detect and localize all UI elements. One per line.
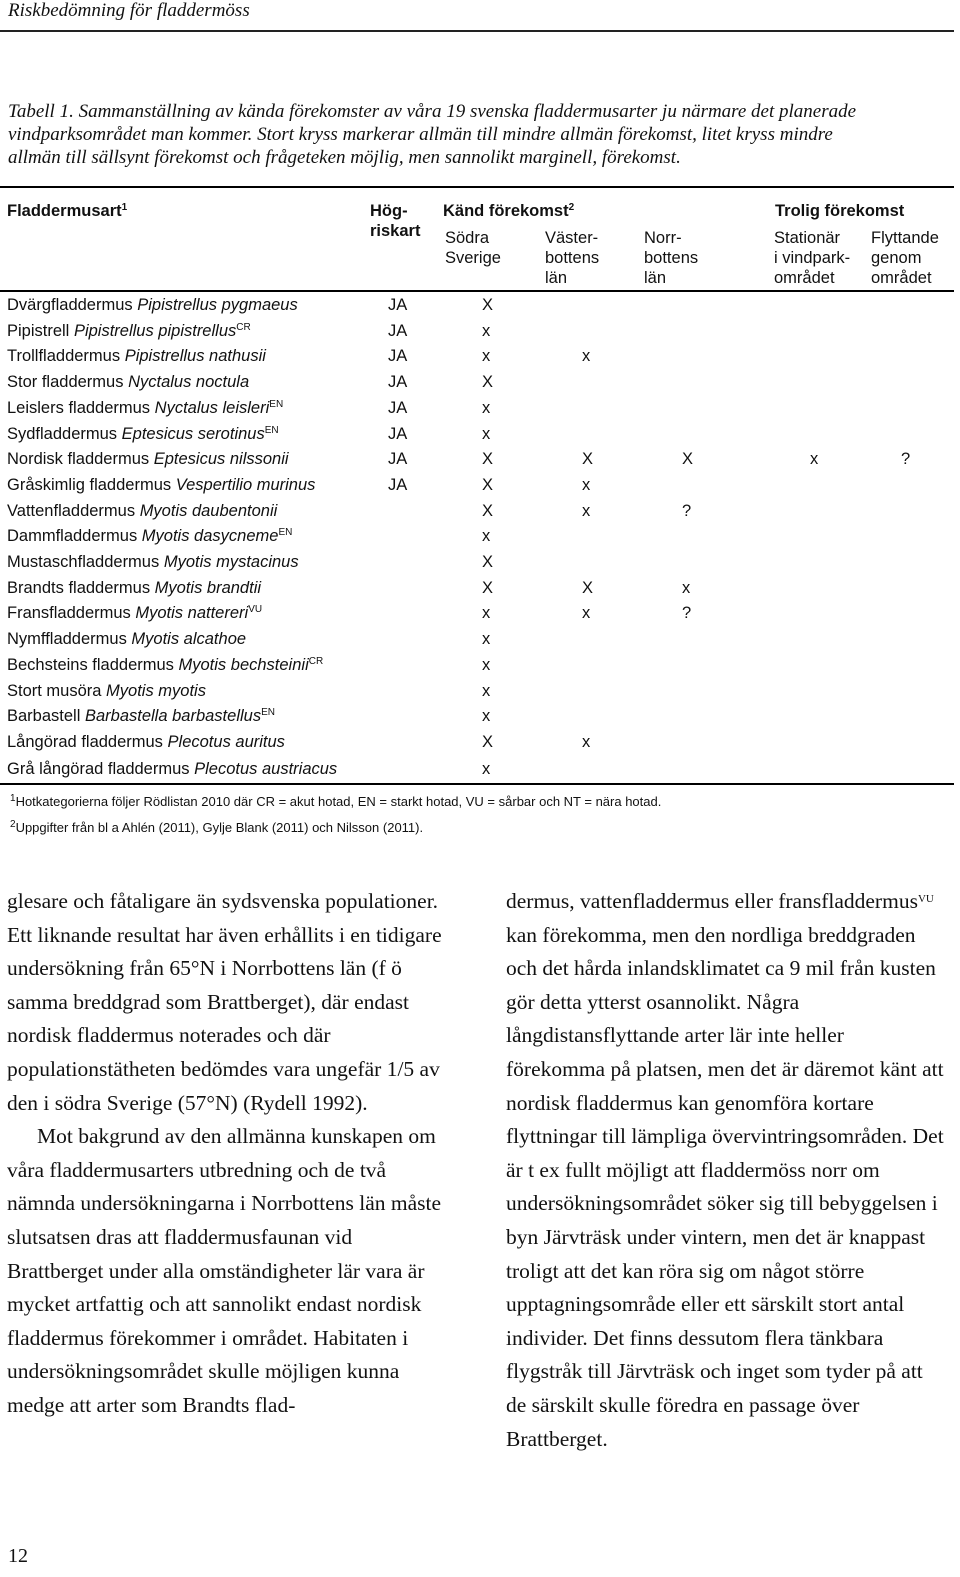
cell-hogriskart: JA	[388, 424, 408, 443]
species-name: Vattenfladdermus Myotis daubentonii	[7, 501, 278, 520]
species-name: Barbastell Barbastella barbastellus$^{EN}$	[7, 707, 275, 726]
species-name: Pipistrell Pipistrellus pipistrellus$^{CR}$	[7, 321, 251, 340]
header-sodra-sverige: Södra Sverige	[445, 229, 501, 267]
header-probable-occurrence: Trolig förekomst	[775, 202, 905, 220]
species-name: Stort musöra Myotis myotis	[7, 681, 206, 700]
header-flyttande: Flyttande genom området	[871, 229, 939, 287]
cell-hogriskart: JA	[388, 475, 408, 494]
caption-line: Tabell 1. Sammanställning av kända förekomster av våra 19 svenska fladdermusarter ju närmare det planerade	[8, 101, 857, 122]
header-species: Fladdermusart$^1$	[7, 202, 128, 220]
cell-hogriskart: JA	[388, 398, 408, 417]
table-row	[0, 551, 954, 577]
cell-sodra: x	[482, 681, 491, 700]
cell-norrbotten: ?	[682, 501, 692, 520]
table-row	[0, 705, 954, 731]
table-top-rule	[0, 186, 954, 188]
cell-norrbotten: ?	[682, 604, 692, 623]
table-row	[0, 628, 954, 654]
table-row	[0, 654, 954, 680]
table-bottom-rule	[0, 783, 954, 785]
table-row	[0, 474, 954, 500]
cell-sodra: X	[482, 501, 494, 520]
table-row	[0, 500, 954, 526]
cell-vasterbotten: X	[582, 450, 594, 469]
cell-hogriskart: JA	[388, 321, 408, 340]
cell-vasterbotten: X	[582, 578, 594, 597]
table-row	[0, 320, 954, 346]
species-name: Fransfladdermus Myotis nattereri$^{VU}$	[7, 604, 263, 623]
cell-sodra: x	[482, 707, 491, 726]
cell-sodra: x	[482, 424, 491, 443]
cell-flyttande: ?	[901, 450, 911, 469]
table-row	[0, 371, 954, 397]
cell-vasterbotten: x	[582, 501, 591, 520]
cell-sodra: x	[482, 527, 491, 546]
cell-sodra: x	[482, 759, 491, 778]
cell-sodra: X	[482, 553, 494, 571]
caption-line: allmän till sällsynt förekomst och frågeteken möjlig, men sannolikt marginell, förekomst.	[8, 147, 681, 168]
species-name: Dammfladdermus Myotis dasycneme$^{EN}$	[7, 527, 293, 546]
cell-sodra: x	[482, 604, 491, 623]
species-name: Trollfladdermus Pipistrellus nathusii	[7, 347, 266, 366]
cell-norrbotten: X	[682, 450, 694, 469]
cell-norrbotten: x	[682, 578, 691, 597]
table-row	[0, 397, 954, 423]
header-hogriskart: Hög- riskart	[370, 202, 421, 240]
paragraph: dermus, vattenfladdermus eller fransfladdermus$^{VU}$ kan förekomma, men den nordliga breddgraden och det hårda inlandsklimatet ca 9 mil från kusten gör detta ytterst osannolikt. Några långdistansflyttande arter lär inte heller förekomma på platsen, men det är däremot känt att nordisk fladdermus kan genomföra kortare flyttningar till lämpliga övervintringsområden. Det är t ex fullt möjligt att fladdermöss norr om undersökningsområdet söker sig till bebyggelsen i byn Järvträsk under vintern, men det är knappast troligt att det kan röra sig om något större upptagningsområde eller ett särskilt stort antal individer. Det finns dessutom flera tänkbara flygstråk till Järvträsk och inget som tyder på att de särskilt skulle föredra en passage över Brattberget.	[506, 889, 944, 1451]
table-row	[0, 294, 954, 320]
body-column-left	[7, 885, 447, 1423]
table-row	[0, 758, 954, 784]
cell-hogriskart: JA	[388, 296, 408, 314]
table-row	[0, 602, 954, 628]
cell-stationar: x	[810, 450, 819, 469]
table-row	[0, 525, 954, 551]
species-name: Leislers fladdermus Nyctalus leisleri$^{EN}$	[7, 398, 284, 417]
footnote-1: $^1$Hotkategorierna följer Rödlistan 2010 där CR = akut hotad, EN = starkt hotad, VU = sårbar och NT = nära hotad.	[10, 793, 662, 809]
cell-sodra: x	[482, 398, 491, 417]
paragraph: Mot bakgrund av den allmänna kunskapen om våra fladdermusarters utbredning och de två nämnda undersökningarna i Norrbottens län måste slutsatsen dras att fladdermusfaunan vid Brattberget under alla omständigheter lär vara är mycket artfattig och att sannolikt endast nordisk fladdermus förekommer i området. Habitaten i undersökningsområdet skulle möjligen kunna medge att arter som Brandts flad-	[7, 1124, 442, 1417]
table-row	[0, 448, 954, 474]
cell-sodra: X	[482, 296, 494, 314]
running-head: Riskbedömning för fladdermöss	[8, 0, 250, 21]
species-name: Grå långörad fladdermus Plecotus austriacus	[7, 759, 338, 778]
header-stationar: Stationär i vindpark- området	[774, 229, 851, 287]
cell-hogriskart: JA	[388, 373, 408, 392]
cell-hogriskart: JA	[388, 450, 408, 469]
footnote-2: $^2$Uppgifter från bl a Ahlén (2011), Gylje Blank (2011) och Nilsson (2011).	[10, 819, 424, 835]
species-name: Sydfladdermus Eptesicus serotinus$^{EN}$	[7, 424, 279, 443]
cell-sodra: X	[482, 373, 494, 392]
cell-sodra: X	[482, 578, 494, 597]
header-known-occurrence: Känd förekomst$^2$	[443, 202, 575, 220]
cell-sodra: x	[482, 655, 491, 674]
cell-vasterbotten: x	[582, 604, 591, 623]
species-name: Bechsteins fladdermus Myotis bechsteinii$^{CR}$	[7, 655, 324, 674]
paragraph: glesare och fåtaligare än sydsvenska populationer. Ett liknande resultat har även erhållits i en tidigare undersökning från 65°N i Norrbottens län (f ö samma breddgrad som Brattberget), där endast nordisk fladdermus noterades och där populationstätheten bedömdes vara ungefär 1/5 av den i södra Sverige (57°N) (Rydell 1992).	[7, 889, 442, 1115]
table-caption	[8, 100, 948, 169]
species-name: Långörad fladdermus Plecotus auritus	[7, 732, 285, 751]
table-row	[0, 680, 954, 706]
table-row	[0, 423, 954, 449]
cell-hogriskart: JA	[388, 347, 408, 366]
cell-sodra: x	[482, 321, 491, 340]
body-column-right	[506, 885, 946, 1456]
cell-sodra: X	[482, 732, 494, 751]
species-name: Stor fladdermus Nyctalus noctula	[7, 373, 250, 392]
page-number: 12	[8, 1545, 28, 1567]
species-name: Nymffladdermus Myotis alcathoe	[7, 630, 247, 649]
species-name: Gråskimlig fladdermus Vespertilio murinus	[7, 475, 316, 494]
table-header-rule	[0, 290, 954, 292]
cell-vasterbotten: x	[582, 347, 591, 366]
cell-sodra: x	[482, 347, 491, 366]
cell-sodra: X	[482, 475, 494, 494]
cell-vasterbotten: x	[582, 732, 591, 751]
header-vasterbotten: Väster- bottens län	[545, 229, 600, 287]
species-name: Dvärgfladdermus Pipistrellus pygmaeus	[7, 296, 298, 314]
header-norrbotten: Norr- bottens län	[644, 229, 699, 287]
cell-sodra: x	[482, 630, 491, 649]
species-name: Mustaschfladdermus Myotis mystacinus	[7, 553, 299, 571]
header-rule	[0, 30, 954, 32]
table-row	[0, 345, 954, 371]
cell-sodra: X	[482, 450, 494, 469]
species-name: Nordisk fladdermus Eptesicus nilssonii	[7, 450, 289, 469]
species-name: Brandts fladdermus Myotis brandtii	[7, 578, 262, 597]
caption-line: vindparksområdet man kommer. Stort kryss markerar allmän till mindre allmän förekomst, litet kryss mindre	[8, 124, 833, 145]
table-row	[0, 577, 954, 603]
cell-vasterbotten: x	[582, 475, 591, 494]
table-row	[0, 731, 954, 757]
